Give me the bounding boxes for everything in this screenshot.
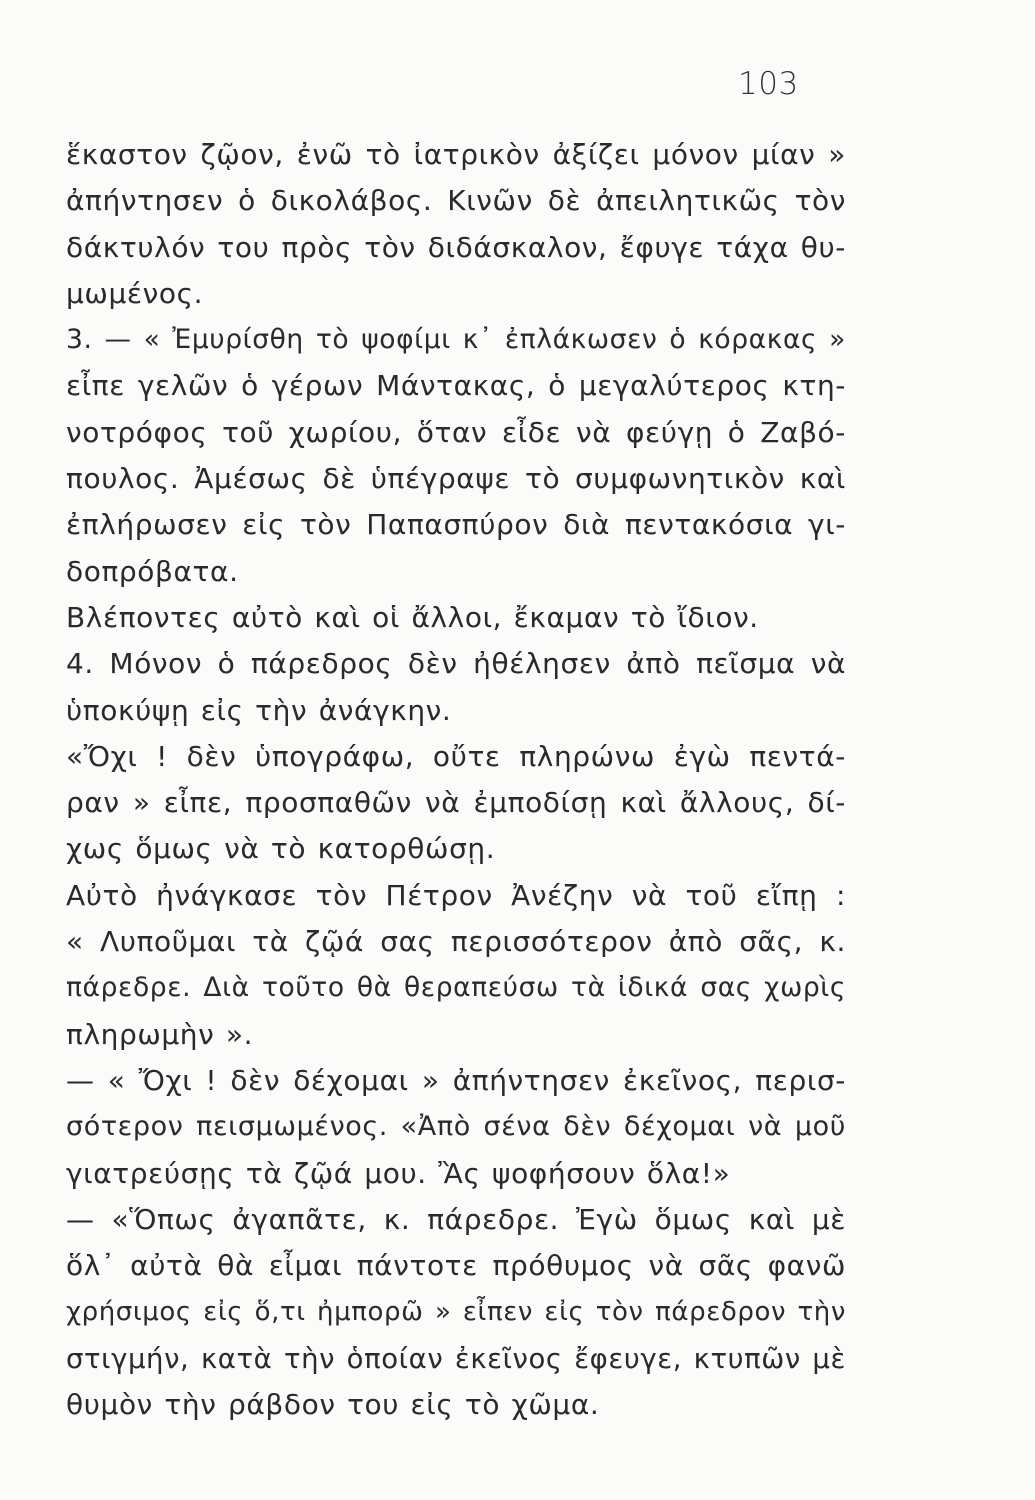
text-line: ἐπλήρωσεν εἰς τὸν Παπασπύρον διὰ πεντακόσια γι- [66, 508, 846, 542]
text-line: γιατρεύσῃς τὰ ζῷά μου. Ἂς ψοφήσουν ὅλα!» [66, 1156, 731, 1190]
text-line: μωμένος. [66, 276, 204, 310]
text-line: — « Ὄχι ! δὲν δέχομαι » ἀπήντησεν ἐκεῖνος, περισ- [66, 1063, 846, 1097]
text-line: 3. — « Ἐμυρίσθη τὸ ψοφίμι κ᾽ ἐπλάκωσεν ὁ κόρακας » [66, 324, 846, 356]
text-line: νοτρόφος τοῦ χωρίου, ὅταν εἶδε νὰ φεύγῃ ὁ Ζαβό- [66, 415, 846, 449]
text-line: ὑποκύψῃ εἰς τὴν ἀνάγκην. [66, 693, 452, 727]
text-line: στιγμήν, κατὰ τὴν ὁποίαν ἐκεῖνος ἔφευγε, κτυπῶν μὲ [66, 1342, 846, 1375]
text-line: Αὐτὸ ἠνάγκασε τὸν Πέτρον Ἀνέζην νὰ τοῦ εἴπῃ : [66, 878, 846, 912]
text-line: Βλέποντες αὐτὸ καὶ οἱ ἄλλοι, ἔκαμαν τὸ ἴδιον. [66, 600, 759, 634]
text-line: «Ὄχι ! δὲν ὑπογράφω, οὔτε πληρώνω ἐγὼ πεντά- [66, 739, 846, 773]
text-line: ἀπήντησεν ὁ δικολάβος. Κινῶν δὲ ἀπειλητικῶς τὸν [66, 184, 846, 218]
text-line: ἕκαστον ζῷον, ἐνῶ τὸ ἰατρικὸν ἀξίζει μόνον μίαν » [66, 138, 846, 171]
page-number: 103 [738, 66, 799, 102]
text-line: εἶπε γελῶν ὁ γέρων Μάντακας, ὁ μεγαλύτερος κτη- [66, 369, 846, 403]
text-line: πουλος. Ἀμέσως δὲ ὑπέγραψε τὸ συμφωνητικὸν καὶ [66, 462, 846, 496]
text-line: σότερον πεισμωμένος. «Ἀπὸ σένα δὲν δέχομαι νὰ μοῦ [66, 1111, 846, 1143]
text-line: πάρεδρε. Διὰ τοῦτο θὰ θεραπεύσω τὰ ἰδικά σας χωρὶς [66, 972, 846, 1004]
body-text [66, 132, 846, 1428]
text-line: πληρωμὴν ». [66, 1017, 254, 1051]
text-line: δοπρόβατα. [66, 554, 239, 588]
text-line: χρήσιμος εἰς ὅ,τι ἠμπορῶ » εἶπεν εἰς τὸν πάρεδρον τὴν [66, 1297, 846, 1328]
text-line: ραν » εἶπε, προσπαθῶν νὰ ἐμποδίσῃ καὶ ἄλλους, δί- [66, 786, 846, 820]
text-line: ὅλ᾽ αὐτὰ θὰ εἶμαι πάντοτε πρόθυμος νὰ σᾶς φανῶ [66, 1249, 846, 1283]
text-line: θυμὸν τὴν ράβδον του εἰς τὸ χῶμα. [66, 1388, 600, 1422]
text-line: « Λυποῦμαι τὰ ζῷά σας περισσότερον ἀπὸ σᾶς, κ. [66, 925, 846, 959]
text-line: 4. Μόνον ὁ πάρεδρος δὲν ἠθέλησεν ἀπὸ πεῖσμα νὰ [66, 647, 846, 681]
text-line: — «Ὅπως ἀγαπᾶτε, κ. πάρεδρε. Ἐγὼ ὅμως καὶ μὲ [66, 1202, 846, 1236]
text-line: δάκτυλόν του πρὸς τὸν διδάσκαλον, ἔφυγε τάχα θυ- [66, 230, 846, 264]
text-line: χως ὅμως νὰ τὸ κατορθώσῃ. [66, 832, 496, 866]
